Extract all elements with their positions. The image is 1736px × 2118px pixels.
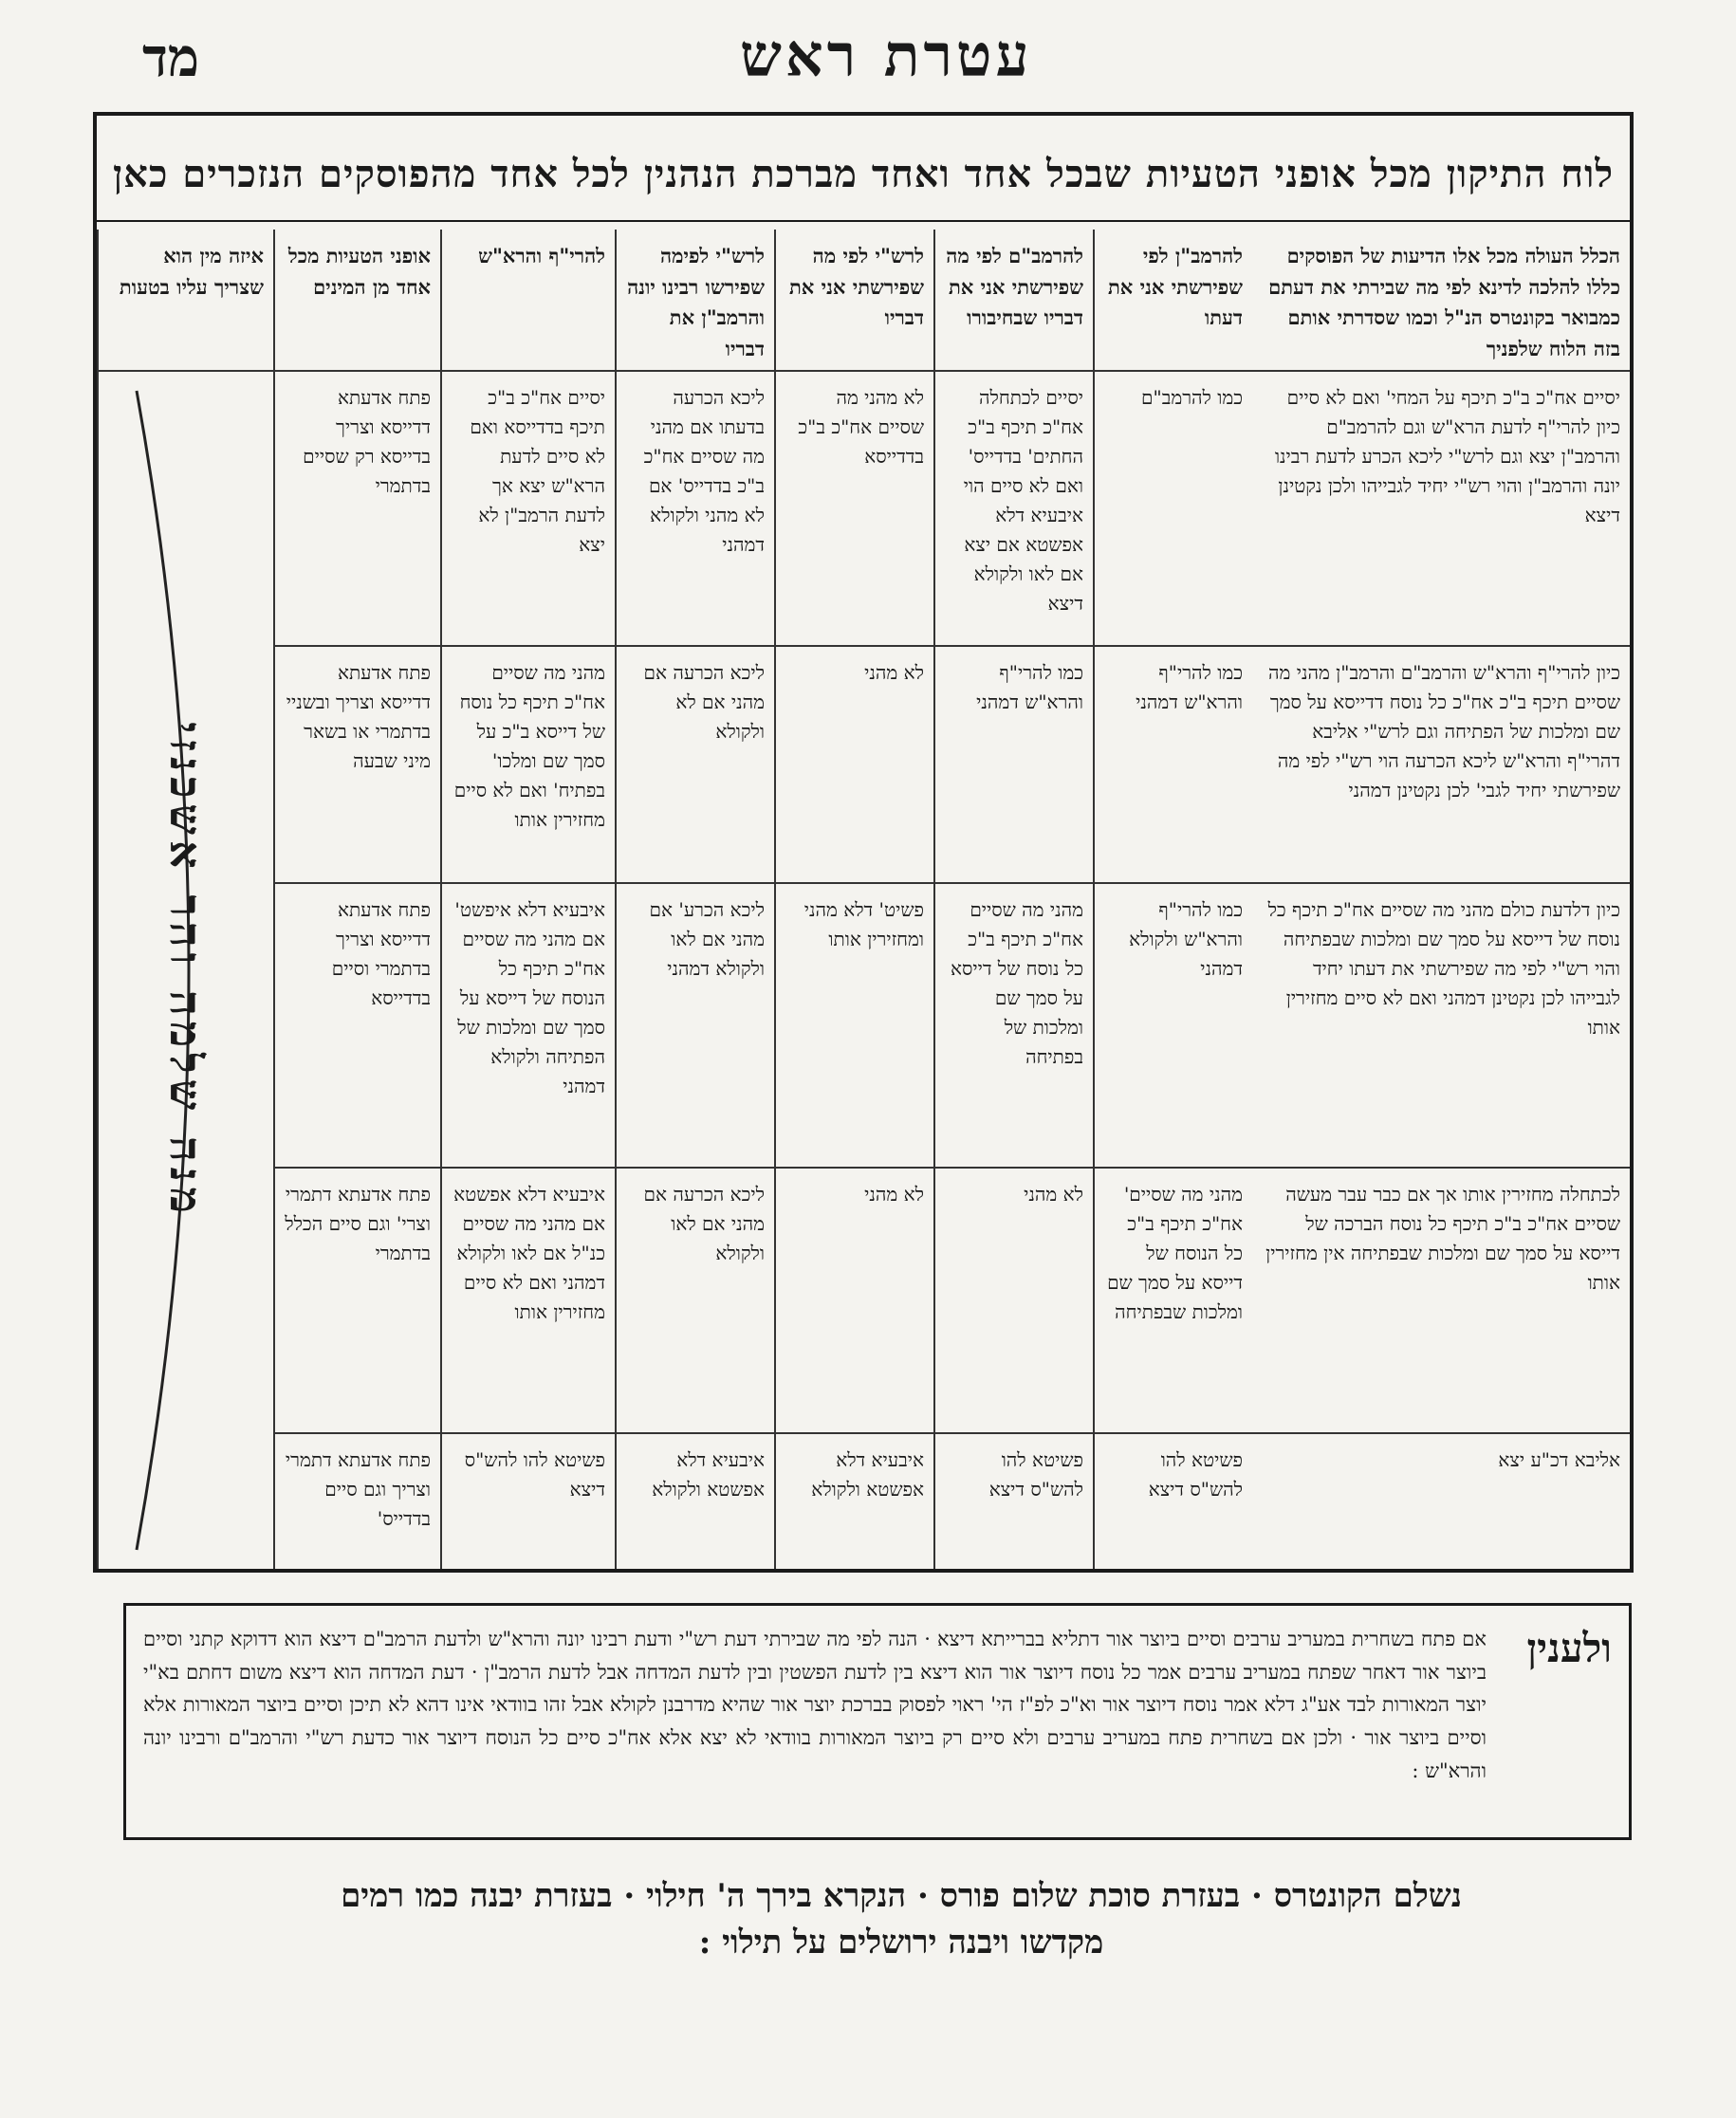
table-cell: לכתחלה מחזירין אותו אך אם כבר עבר מעשה שסיים אח"כ ב"כ תיכף כל נוסח הברכה של דייסא על סמך שם ומלכות שבפתיחה אין מחזירין אותו	[1252, 1169, 1630, 1434]
table-cell: פשיט' דלא מהני ומחזירין אותו	[774, 884, 933, 1169]
table-cell: לא מהני	[933, 1169, 1093, 1434]
column-header: אופני הטעיות מכל אחד מן המינים	[273, 230, 440, 372]
table-cell: איבעיא דלא איפשט' אם מהני מה שסיים אח"כ תיכף כל הנוסח של דייסא על סמך שם ומלכות של הפתיחה ולקולא דמהני	[440, 884, 615, 1169]
table-cell: פתח אדעתא דדייסא וצריך בדייסא רק שסיים בדתמרי	[273, 372, 440, 647]
column-header: הכלל העולה מכל אלו הדיעות של הפוסקים כללו להלכה לדינא לפי מה שבירתי את דעתם כמבואר בקונטרס הנ"ל וכמו שסדרתי אותם בזה הלוח שלפניך	[1252, 230, 1630, 372]
table-cell: יסיים אח"כ ב"כ תיכף על המחי' ואם לא סיים כיון להרי"ף לדעת הרא"ש וגם להרמב"ם והרמב"ן יצא וגם לרש"י ליכא הכרע לדעת רבינו יונה והרמב"ן והוי רש"י יחיד לגבייהו ולכן נקטינן דיצא	[1252, 372, 1630, 647]
table-cell: כמו להרי"ף והרא"ש דמהני	[1093, 647, 1252, 884]
page-number: מד	[142, 27, 200, 89]
table-cell: אליבא דכ"ע יצא	[1498, 1448, 1620, 1471]
note-box	[123, 1603, 1632, 1840]
column-header: איזה מין הוא שצריך עליו בטעות	[97, 230, 273, 372]
table-cell: כמו להרי"ף והרא"ש דמהני	[933, 647, 1093, 884]
table-cell: לא מהני מה שסיים אח"כ ב"כ בדדייסא	[774, 372, 933, 647]
table-cell: מהני מה שסיים אח"כ תיכף ב"כ כל נוסח של דייסא על סמך שם ומלכות של בפתיחה	[933, 884, 1093, 1169]
title-divider	[97, 220, 1630, 222]
side-caption: מנה שלמה והר אשכנזי	[160, 722, 212, 1219]
correction-table	[93, 112, 1634, 1573]
table-cell: לא מהני	[774, 1169, 933, 1434]
table-cell: כמו להרמב"ם	[1093, 372, 1252, 647]
table-title: לוח התיקון מכל אופני הטעיות שבכל אחד ואחד מברכת הנהנין לכל אחד מהפוסקים הנזכרים כאן	[112, 152, 1615, 196]
table-cell: איבעיא דלא אפשטא ולקולא	[615, 1434, 774, 1569]
column-header: להרמב"ם לפי מה שפירשתי אני את דבריו שבחיבורו	[933, 230, 1093, 372]
column-header: לרש"י לפי מה שפירשתי אני את דבריו	[774, 230, 933, 372]
note-label: ולענין	[1526, 1625, 1612, 1671]
table-cell: ליכא הכרעה אם מהני אם לאו ולקולא	[615, 1169, 774, 1434]
table-cell: ליכא הכרעה אם מהני אם לא ולקולא	[615, 647, 774, 884]
table-cell: איבעיא דלא אפשטא ולקולא	[774, 1434, 933, 1569]
note-text: אם פתח בשחרית במעריב ערבים וסיים ביוצר אור דתליא בברייתא דיצא · הנה לפי מה שבירתי דעת רש"י ודעת רבינו יונה והרא"ש ולדעת הרמב"ם דיצא הוא דדוקא קתני וסיים ביוצר אור דאחר שפתח במעריב ערבים אמר כל נוסח דיוצר אור הוא דיצא בין לדעת הפשטין ובין לדעת המדחה אבל לדעת הרמב"ן · דעת המדחה הוא דיצא משום דחתם בא"י יוצר המאורות לבד אע"ג דלא אמר נוסח דיוצר אור וא"כ לפ"ז הי' ראוי לפסוק בברכת יוצר אור שהיא מדרבנן לקולא אבל זהו בוודאי אינו דהא לא תיכן וסיים ביוצר המאורות אלא וסיים ביוצר אור · ולכן אם בשחרית פתח במעריב ערבים ולא סיים רק ביוצר המאורות בוודאי לא יצא אלא אח"כ סיים כל הנוסח דיוצר אור כדעת רש"י והרמב"ם ורבינו יונה והרא"ש :	[143, 1628, 1487, 1782]
colophon	[171, 1873, 1632, 1967]
table-cell: כיון להרי"ף והרא"ש והרמב"ם והרמב"ן מהני מה שסיים תיכף ב"כ אח"כ כל נוסח דדייסא על סמך שם ומלכות של הפתיחה וגם לרש"י אליבא דהרי"ף והרא"ש ליכא הכרעה הוי רש"י לפי מה שפירשתי יחיד לגבי' לכן נקטינן דמהני	[1252, 647, 1630, 884]
colophon-line-1: נשלם הקונטרס · בעזרת סוכת שלום פורס · הנקרא בירך ה' חילוי · בעזרת יבנה כמו רמים	[341, 1877, 1462, 1915]
side-caption-cell	[97, 372, 273, 1569]
table-cell: יסיים אח"כ ב"כ תיכף בדדייסא ואם לא סיים לדעת הרא"ש יצא אך לדעת הרמב"ן לא יצא	[440, 372, 615, 647]
table-cell: יסיים לכתחלה אח"כ תיכף ב"כ החתים' בדדייס' ואם לא סיים הוי איבעיא דלא אפשטא אם יצא אם לאו ולקולא דיצא	[933, 372, 1093, 647]
table-cell: ליכא הכרעה בדעתו אם מהני מה שסיים אח"כ ב"כ בדדייס' אם לא מהני ולקולא דמהני	[615, 372, 774, 647]
table-cell: פתח אדעתא דתמרי וצריך וגם סיים בדדייס'	[273, 1434, 440, 1569]
table-cell: פתח אדעתא דדייסא וצריך ובשניי בדתמרי או בשאר מיני שבעה	[273, 647, 440, 884]
table-cell: פשיטא להו להש"ס דיצא	[933, 1434, 1093, 1569]
running-title: עטרת ראש	[740, 21, 1033, 90]
table-grid	[97, 230, 1630, 1569]
table-cell: מהני מה שסיים' אח"כ תיכף ב"כ כל הנוסח של דייסא על סמך שם ומלכות שבפתיחה	[1093, 1169, 1252, 1434]
column-header: להרמב"ן לפי שפירשתי אני את דעתו	[1093, 230, 1252, 372]
table-cell: מהני מה שסיים אח"כ תיכף כל נוסח של דייסא ב"כ על סמך שם ומלכו' בפתיח' ואם לא סיים מחזירין אותו	[440, 647, 615, 884]
table-cell: ליכא הכרע' אם מהני אם לאו ולקולא דמהני	[615, 884, 774, 1169]
table-cell: פתח אדעתא דדייסא וצריך בדתמרי וסיים בדדייסא	[273, 884, 440, 1169]
table-cell: כיון דלדעת כולם מהני מה שסיים אח"כ תיכף כל נוסח של דייסא על סמך שם ומלכות שבפתיחה והוי רש"י לפי מה שפירשתי את דעתו יחיד לגבייהו לכן נקטינן דמהני ואם לא סיים מחזירין אותו	[1252, 884, 1630, 1169]
column-header: לרש"י לפימה שפירשו רבינו יונה והרמב"ן את דבריו	[615, 230, 774, 372]
table-cell: לא מהני	[774, 647, 933, 884]
table-cell: פשיטא להו להש"ס דיצא	[1093, 1434, 1252, 1569]
table-cell: פתח אדעתא דתמרי וצרי' וגם סיים הכלל בדתמרי	[273, 1169, 440, 1434]
table-cell: פשיטא להו להש"ס דיצא	[440, 1434, 615, 1569]
table-cell: כמו להרי"ף והרא"ש ולקולא דמהני	[1093, 884, 1252, 1169]
colophon-line-2: מקדשו ויבנה ירושלים על תילוי :	[698, 1924, 1104, 1962]
column-header: להרי"ף והרא"ש	[440, 230, 615, 372]
table-cell: איבעיא דלא אפשטא אם מהני מה שסיים כנ"ל אם לאו ולקולא דמהני ואם לא סיים מחזירין אותו	[440, 1169, 615, 1434]
